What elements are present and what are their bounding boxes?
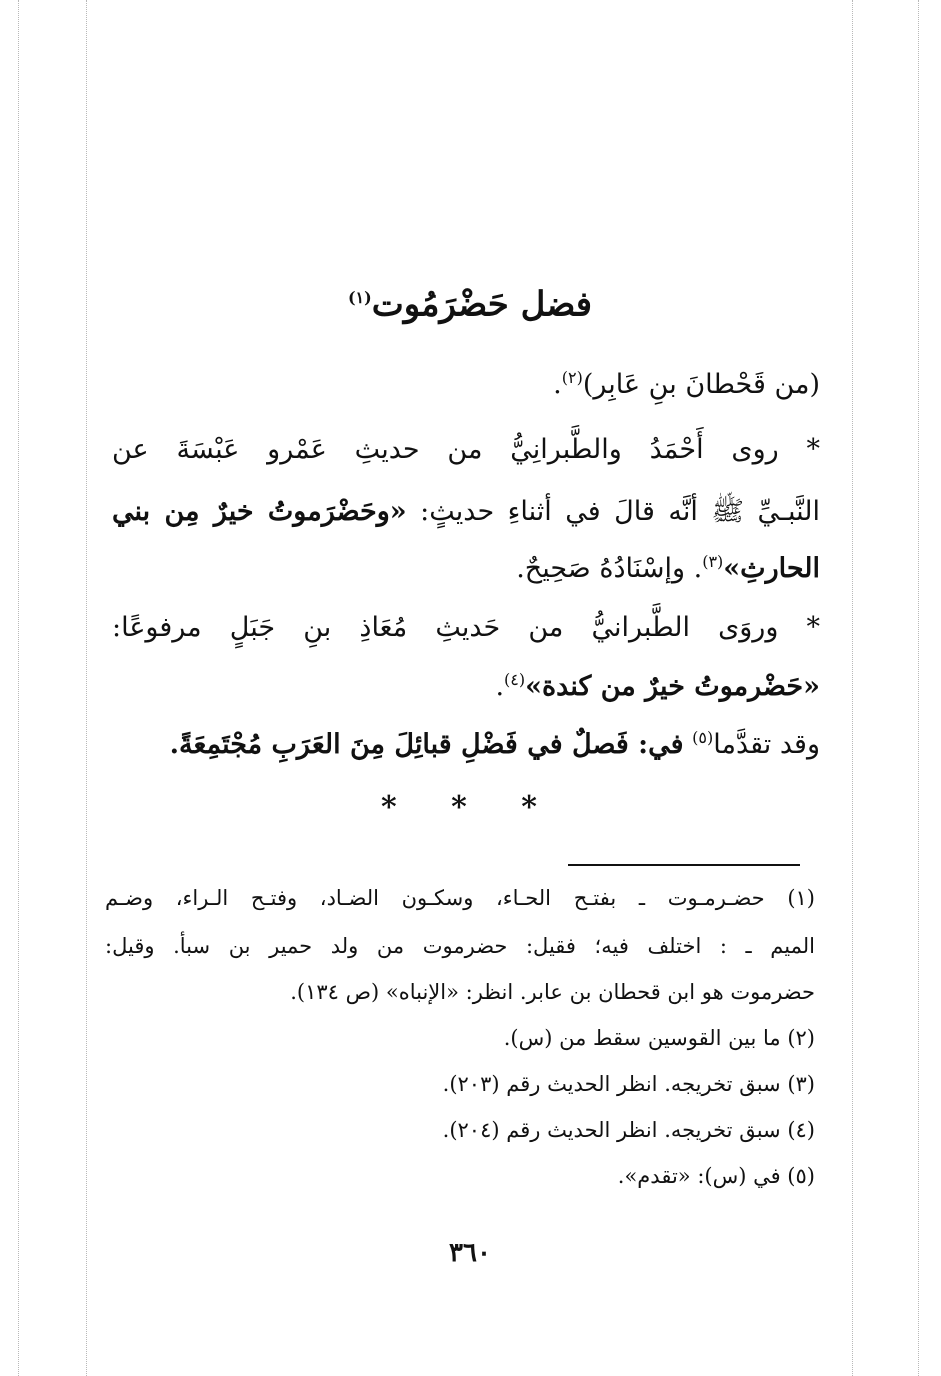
hadith-1-quote-end: الحارثِ» (723, 553, 820, 584)
body-line-5 (112, 612, 820, 643)
scan-margin-dots-right-inner (852, 0, 853, 1376)
footnote-1-line-3: حضرموت هو ابن قحطان بن عابر. انظر: «الإنباه» (ص ١٣٤). (290, 980, 815, 1004)
body-line-7 (112, 728, 820, 760)
cross-reference-section: في: فَصلٌ في فَضْلِ قبائِلَ مِنَ العَرَبِ مُجْتَمِعَةً. (169, 729, 684, 760)
hadith-2-intro: * وروَى الطَّبرانيُّ من حَديثِ مُعَاذِ بنِ جَبَلٍ مرفوعًا: (112, 612, 820, 643)
footnote-1-line-1: (١) حضـرمـوت ـ بفتـح الحـاء، وسكـون الضـاد، وفتـح الـراء، وضـم (105, 886, 815, 910)
footnote-ref-2: (٢) (561, 368, 583, 387)
scan-margin-dots-left-inner (86, 0, 87, 1376)
hadith-1-intro: * روى أَحْمَدُ والطَّبرانِيُّ من حديثِ عَمْرو عَبْسَةَ عن (112, 434, 820, 465)
section-separator: * * * (381, 790, 559, 825)
footnote-5: (٥) في (س): «تقدم». (617, 1164, 815, 1188)
cross-reference-text: وقد تقدَّما (713, 729, 820, 760)
footnote-1-line-2: الميم ـ : اختلف فيه؛ فقيل: حضرموت من ولد حمير بن سبأ. وقيل: (105, 934, 815, 958)
footnote-ref-4: (٤) (504, 670, 526, 689)
hadith-1-grading: . وإسْنَادُهُ صَحِيحٌ. (516, 553, 703, 584)
body-line-6 (112, 670, 820, 702)
scan-margin-dots-left (18, 0, 19, 1376)
lineage-text: (من قَحْطانَ بنِ عَابِر) (582, 369, 820, 400)
page-number: ٣٦٠ (449, 1238, 491, 1268)
footnote-ref-3: (٣) (702, 552, 724, 571)
footnote-rule (568, 864, 800, 866)
body-line-4 (112, 552, 820, 584)
footnote-2: (٢) ما بين القوسين سقط من (س). (503, 1026, 815, 1050)
hadith-1-quote: «وحَضْرَموتُ خيرٌ مِن بني (112, 496, 407, 527)
chapter-title-text: فضل حَضْرَمُوت (371, 284, 593, 325)
hadith-1-narration: النَّبـيِّ ﷺ أنَّه قالَ في أثناءِ حديثٍ: (420, 496, 820, 527)
footnote-4: (٤) سبق تخريجه. انظر الحديث رقم (٢٠٤). (442, 1118, 815, 1142)
body-line-3 (112, 494, 820, 534)
footnote-ref-5: (٥) (692, 728, 714, 747)
lineage-end: . (553, 369, 562, 400)
body-line-2 (112, 434, 820, 465)
footnote-3: (٣) سبق تخريجه. انظر الحديث رقم (٢٠٣). (442, 1072, 815, 1096)
body-line-1 (112, 368, 820, 400)
hadith-2-quote: «حَضْرموتُ خيرٌ من كندة» (525, 671, 820, 702)
hadith-2-end: . (495, 671, 505, 702)
chapter-title (120, 268, 820, 334)
scan-margin-dots-right (918, 0, 919, 1376)
chapter-title-footnote-ref: (١) (347, 288, 372, 307)
